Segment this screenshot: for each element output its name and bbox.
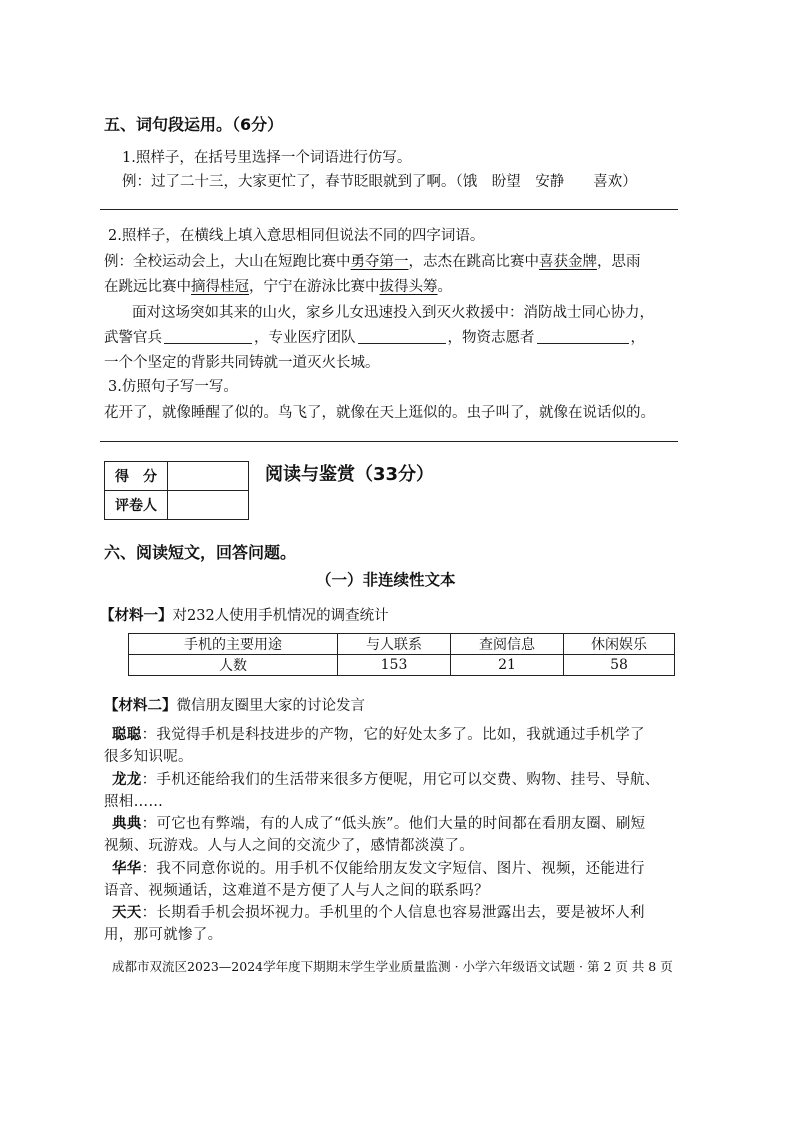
material-2-label: 【材料二】	[104, 697, 177, 714]
table-row	[129, 634, 675, 655]
table-row	[129, 655, 675, 676]
paragraph-text: 武警官兵	[104, 330, 162, 346]
question-2-prompt: 2.照样子，在横线上填入意思相同但说法不同的四字词语。	[108, 228, 485, 244]
underlined-phrase: 拔得头筹	[379, 279, 438, 295]
post-author: 天天	[112, 904, 142, 921]
page-footer: 成都市双流区2023—2024学年度下期期末学生学业质量监测 · 小学六年级语文试题 · 第 2 页 共 8 页	[112, 959, 673, 974]
example-text: ，宁宁在游泳比赛中	[249, 279, 380, 295]
material-1-text: 对232人使用手机情况的调查统计	[172, 608, 389, 624]
material-2-heading	[104, 694, 365, 715]
post-text: ：我觉得手机是科技进步的产物，它的好处太多了。比如，我就通过手机学了	[141, 727, 645, 743]
answer-line-3[interactable]	[100, 441, 678, 442]
score-box	[104, 461, 249, 520]
score-field[interactable]	[168, 462, 249, 491]
survey-table	[128, 633, 675, 676]
paragraph-text: ，	[630, 330, 645, 346]
question-1-prompt: 1.照样子，在括号里选择一个词语进行仿写。	[122, 150, 412, 166]
underlined-phrase: 喜获金牌	[539, 254, 597, 270]
fill-blank-2[interactable]	[358, 329, 446, 344]
table-cell: 手机的主要用途	[129, 634, 338, 655]
post-author: 典典	[112, 815, 142, 832]
post-line: 很多知识呢。	[104, 749, 193, 765]
question-3-example: 花开了，就像睡醒了似的。鸟飞了，就像在天上逛似的。虫子叫了，就像在说话似的。	[104, 405, 655, 421]
grader-field[interactable]	[168, 491, 249, 520]
post-text: ：长期看手机会损坏视力。手机里的个人信息也容易泄露出去，要是被坏人利	[141, 905, 645, 921]
material-1-heading	[100, 604, 389, 625]
post-author: 聪聪	[112, 726, 142, 743]
question-2-paragraph-line-1: 面对这场突如其来的山火，家乡儿女迅速投入到灭火救援中：消防战士同心协力，	[132, 305, 654, 321]
post-line	[112, 768, 660, 789]
post-text: ：我不同意你说的。用手机不仅能给朋友发文字短信、图片、视频，还能进行	[141, 861, 645, 877]
post-line: 语音、视频通话，这难道不是方便了人与人之间的联系吗？	[104, 883, 489, 899]
post-author: 华华	[112, 860, 142, 877]
example-text: ，思雨	[597, 254, 641, 270]
section-5-title: 五、词句段运用。（6分）	[104, 115, 284, 134]
material-1-label: 【材料一】	[100, 607, 173, 624]
post-text: ：可它也有弊端，有的人成了“低头族”。他们大量的时间都在看朋友圈、刷短	[141, 816, 646, 832]
table-cell: 153	[338, 655, 451, 676]
score-label: 得 分	[105, 462, 168, 491]
example-text: 例：全校运动会上，大山在短跑比赛中	[104, 254, 351, 270]
post-line: 用，那可就惨了。	[104, 927, 223, 943]
example-text: 。	[437, 279, 452, 295]
question-2-example-line-1	[104, 250, 641, 271]
fill-blank-3[interactable]	[537, 329, 629, 344]
underlined-phrase: 勇夺第一	[350, 254, 409, 270]
material-2-text: 微信朋友圈里大家的讨论发言	[176, 698, 365, 714]
post-line	[112, 901, 645, 922]
section-6-subtitle: （一）非连续性文本	[316, 571, 456, 589]
table-cell: 与人联系	[338, 634, 451, 655]
table-cell: 58	[564, 655, 675, 676]
question-3-prompt: 3.仿照句子写一写。	[108, 379, 238, 395]
part-title: 阅读与鉴赏（33分）	[265, 464, 435, 485]
table-cell: 21	[451, 655, 564, 676]
post-line: 视频、玩游戏。人与人之间的交流少了，感情都淡漠了。	[104, 838, 474, 854]
paragraph-text: ，物资志愿者	[447, 330, 535, 346]
fill-blank-1[interactable]	[164, 329, 252, 344]
table-cell: 人数	[129, 655, 338, 676]
underlined-phrase: 摘得桂冠	[191, 279, 249, 295]
example-text: ，志杰在跳高比赛中	[408, 254, 539, 270]
paragraph-text: ，专业医疗团队	[254, 330, 356, 346]
question-1-example: 例：过了二十三，大家更忙了，春节眨眼就到了啊。（饿 盼望 安静 喜欢）	[122, 174, 637, 190]
answer-line-1[interactable]	[100, 209, 678, 210]
post-line	[112, 812, 645, 833]
post-author: 龙龙	[112, 771, 142, 788]
post-text: ：手机还能给我们的生活带来很多方便呢，用它可以交费、购物、挂号、导航、	[141, 772, 660, 788]
grader-label: 评卷人	[105, 491, 168, 520]
question-2-paragraph-line-3: 一个个坚定的背影共同铸就一道灭火长城。	[104, 355, 380, 371]
table-cell: 休闲娱乐	[564, 634, 675, 655]
question-2-paragraph-line-2	[104, 326, 645, 347]
post-line	[112, 857, 645, 878]
post-line	[112, 723, 645, 744]
section-6-title: 六、阅读短文，回答问题。	[104, 543, 297, 562]
table-cell: 查阅信息	[451, 634, 564, 655]
question-2-example-line-2	[104, 275, 452, 296]
post-line: 照相……	[104, 794, 164, 810]
example-text: 在跳远比赛中	[104, 279, 191, 295]
